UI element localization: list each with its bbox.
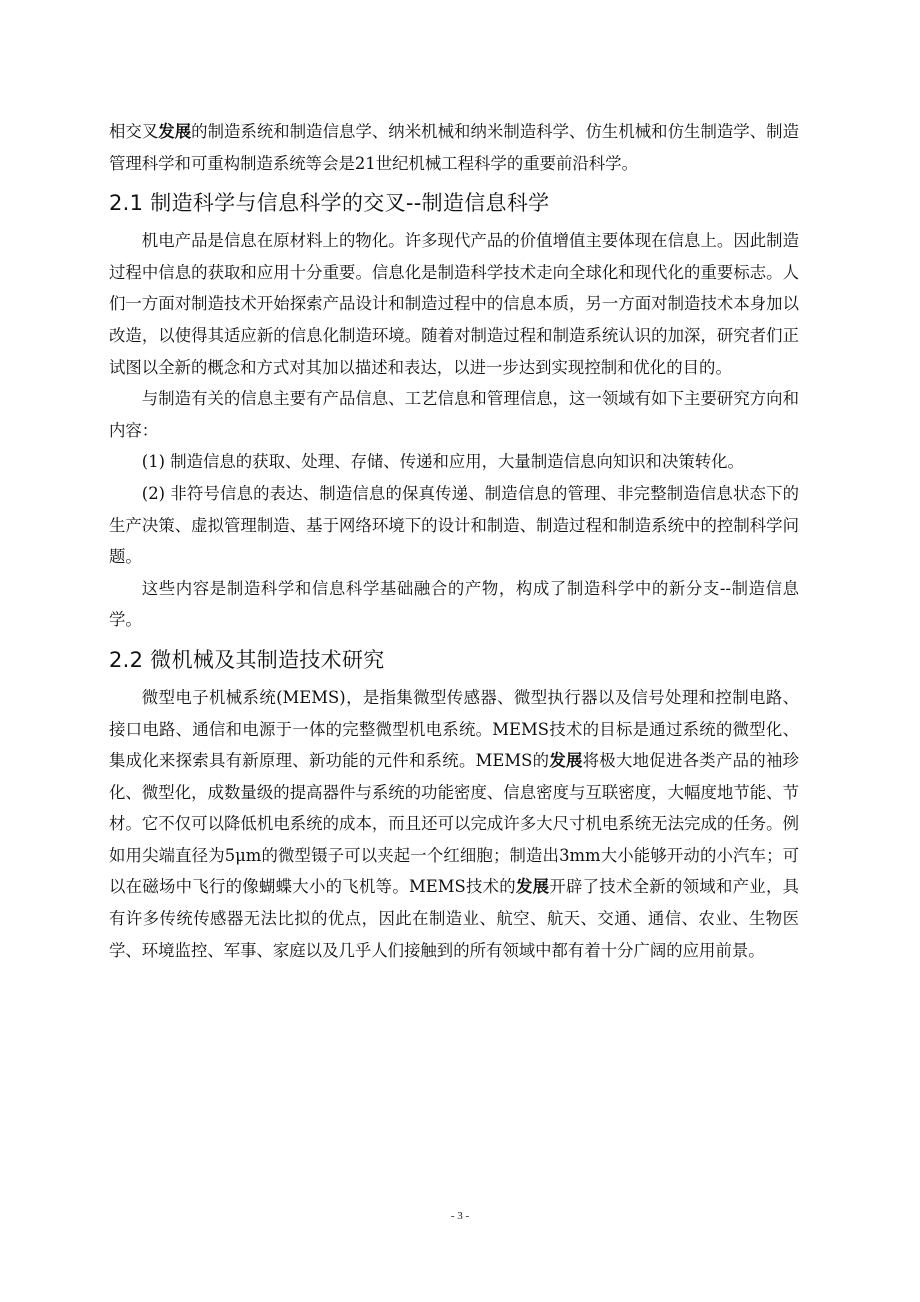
text-run: 微型电子机械系统(MEMS)，是指集微型传感器、微型执行器以及信号处理和控制电路、接口电路、通信和电源于一体的完整微型机电系统。MEMS技术的目标是通过系统的微型化、集成化来探索具有新原理、新功能的元件和系统。MEMS的 <box>109 687 799 771</box>
paragraph-info-directions: 与制造有关的信息主要有产品信息、工艺信息和管理信息，这一领域有如下主要研究方向和内容： <box>109 389 799 440</box>
document-body <box>109 116 799 966</box>
paragraph-intro <box>109 116 799 179</box>
list-item-1: (1) 制造信息的获取、处理、存储、传递和应用，大量制造信息向知识和决策转化。 <box>141 452 744 472</box>
paragraph-mems <box>109 682 799 966</box>
bold-text: 发展 <box>158 122 192 141</box>
section-heading-2-1: 2.1 制造科学与信息科学的交叉--制造信息科学 <box>109 191 550 216</box>
section-heading-2-2: 2.2 微机械及其制造技术研究 <box>109 647 385 672</box>
bold-text: 发展 <box>549 751 583 771</box>
paragraph-info-summary: 这些内容是制造科学和信息科学基础融合的产物，构成了制造科学中的新分支--制造信息学。 <box>109 578 799 630</box>
list-item-2: (2) 非符号信息的表达、制造信息的保真传递、制造信息的管理、非完整制造信息状态下的生产决策、虚拟管理制造、基于网络环境下的设计和制造、制造过程和制造系统中的控制科学问题。 <box>109 483 799 567</box>
bold-text: 发展 <box>515 877 550 897</box>
text-run: 开辟了技术全新的领域和产业，具有许多传统传感器无法比拟的优点，因此在制造业、航空、航天、交通、通信、农业、生物医学、环境监控、军事、家庭以及几乎人们接触到的所有领域中都有着十分广阔的应用前景。 <box>109 877 799 960</box>
text-run: 的制造系统和制造信息学、纳米机械和纳米制造科学、仿生机械和仿生制造学、制造管理科学和可重构制造系统等会是21世纪机械工程科学的重要前沿科学。 <box>109 122 800 173</box>
page-number: - 3 - <box>450 1210 470 1222</box>
text-run: 相交叉 <box>109 122 159 141</box>
paragraph-info-materialization: 机电产品是信息在原材料上的物化。许多现代产品的价值增值主要体现在信息上。因此制造过程中信息的获取和应用十分重要。信息化是制造科学技术走向全球化和现代化的重要标志。人们一方面对制造技术开始探索产品设计和制造过程中的信息本质，另一方面对制造技术本身加以改造，以使得其适应新的信息化制造环境。随着对制造过程和制造系统认识的加深，研究者们正试图以全新的概念和方式对其加以描述和表达，以进一步达到实现控制和优化的目的。 <box>109 231 799 377</box>
text-run: 将极大地促进各类产品的袖珍化、微型化，成数量级的提高器件与系统的功能密度、信息密度与互联密度，大幅度地节能、节材。它不仅可以降低机电系统的成本，而且还可以完成许多大尺寸机电系统无法完成的任务。例如用尖端直径为5μm的微型镊子可以夹起一个红细胞；制造出3mm大小能够开动的小汽车；可以在磁场中飞行的像蝴蝶大小的飞机等。MEMS技术的 <box>109 751 799 897</box>
